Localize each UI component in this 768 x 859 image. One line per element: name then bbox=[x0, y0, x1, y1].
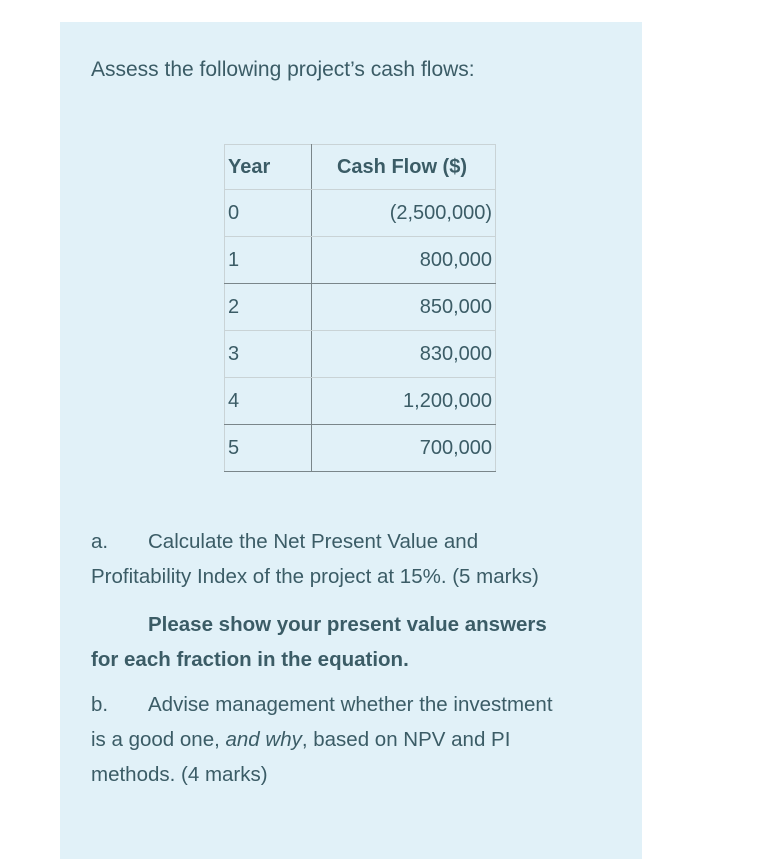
instruction-line2: for each fraction in the equation. bbox=[91, 648, 409, 671]
table-header-row bbox=[225, 145, 496, 190]
year-cell: 2 bbox=[225, 284, 312, 331]
year-cell: 4 bbox=[225, 378, 312, 425]
question-b-line3: methods. (4 marks) bbox=[91, 763, 268, 786]
table-row bbox=[225, 284, 496, 331]
year-header: Year bbox=[225, 145, 312, 190]
table-row bbox=[225, 331, 496, 378]
question-b bbox=[91, 687, 621, 792]
cash-flow-cell: (2,500,000) bbox=[312, 190, 496, 237]
year-cell: 0 bbox=[225, 190, 312, 237]
question-b-line1: Advise management whether the investment bbox=[148, 693, 553, 716]
question-b-line2b: , based on NPV and PI bbox=[301, 728, 511, 751]
question-a-line2: Profitability Index of the project at 15%. (5 marks) bbox=[91, 565, 539, 588]
question-b-line2a: is a good one, bbox=[91, 728, 226, 751]
year-cell: 5 bbox=[225, 425, 312, 472]
cash-flow-cell: 700,000 bbox=[312, 425, 496, 472]
question-b-label: b. bbox=[91, 693, 109, 716]
question-b-emphasis: and why bbox=[225, 728, 302, 751]
cash-flow-cell: 830,000 bbox=[312, 331, 496, 378]
question-panel bbox=[60, 22, 642, 859]
table-row bbox=[225, 237, 496, 284]
instruction-line1: Please show your present value answers bbox=[148, 613, 547, 636]
table-row bbox=[225, 425, 496, 472]
intro-text: Assess the following project’s cash flows: bbox=[91, 58, 475, 81]
cash-flow-header: Cash Flow ($) bbox=[312, 145, 496, 190]
cash-flow-cell: 1,200,000 bbox=[312, 378, 496, 425]
cash-flow-table bbox=[224, 144, 496, 472]
question-a-line1: Calculate the Net Present Value and bbox=[148, 530, 479, 553]
question-a-label: a. bbox=[91, 530, 109, 553]
table-row bbox=[225, 378, 496, 425]
cash-flow-cell: 800,000 bbox=[312, 237, 496, 284]
table-row bbox=[225, 190, 496, 237]
year-cell: 3 bbox=[225, 331, 312, 378]
year-cell: 1 bbox=[225, 237, 312, 284]
instruction bbox=[91, 607, 621, 677]
cash-flow-cell: 850,000 bbox=[312, 284, 496, 331]
question-a bbox=[91, 524, 621, 594]
